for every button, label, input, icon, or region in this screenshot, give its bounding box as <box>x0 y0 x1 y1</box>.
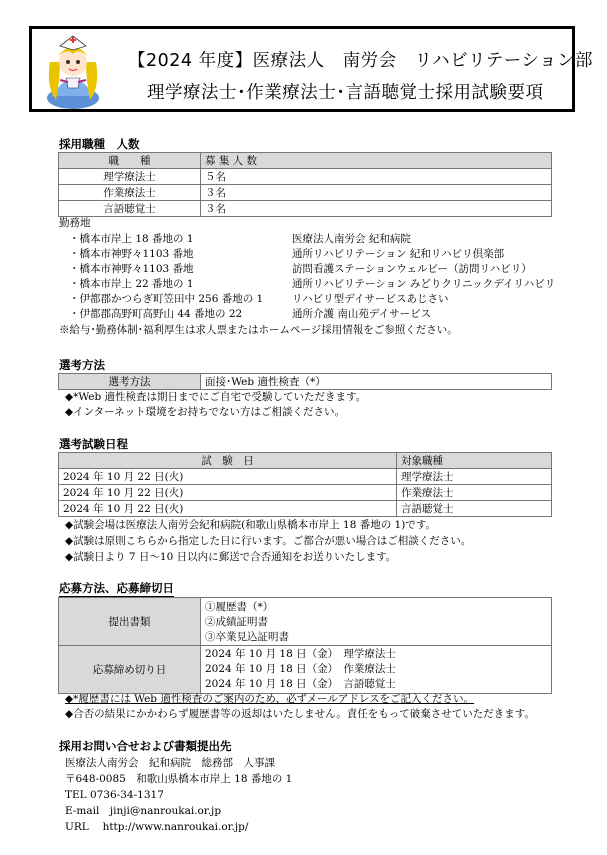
recruit-col-count: 募 集 人 数 <box>201 153 552 169</box>
workplace-facility: 通所リハビリテーション みどりクリニックデイリハビリ <box>292 278 556 290</box>
doc-item: ③卒業見込証明書 <box>205 630 289 643</box>
docs-label: 提出書類 <box>59 598 201 646</box>
docs-cell <box>201 598 552 646</box>
schedule-notes <box>65 517 471 565</box>
schedule-job: 理学療法士 <box>397 469 552 485</box>
workplace-facility: 訪問看護ステーションウェルビー（訪問リハビリ） <box>292 263 532 275</box>
title-line-2: 理学療法士･作業療法士･言語聴覚士採用試験要項 <box>147 83 544 103</box>
deadline-cell <box>201 646 552 694</box>
schedule-date: 2024 年 10 月 22 日(火) <box>59 485 397 501</box>
schedule-table <box>58 452 552 517</box>
selection-value: 面接･Web 適性検査（*） <box>201 374 552 390</box>
recruit-table <box>58 152 552 217</box>
apply-title: 応募方法、応募締切日 <box>59 581 174 595</box>
schedule-date: 2024 年 10 月 22 日(火) <box>59 501 397 517</box>
schedule-date: 2024 年 10 月 22 日(火) <box>59 469 397 485</box>
contact-org: 医療法人南労会 紀和病院 総務部 人事課 <box>65 757 275 769</box>
contact-email[interactable]: E-mail jinji@nanroukai.or.jp <box>65 805 222 817</box>
recruit-job: 理学療法士 <box>59 169 201 185</box>
selection-label: 選考方法 <box>59 374 201 390</box>
selection-note: ◆インターネット環境をお持ちでない方はご相談ください。 <box>65 406 346 418</box>
workplace-note: ※給与･勤務体制･福利厚生は求人票またはホームページ採用情報をご参照ください。 <box>59 324 458 336</box>
workplace-facility: 通所リハビリテーション 紀和リハビリ倶楽部 <box>292 248 505 260</box>
deadline-item: 2024 年 10 月 18 日（金） 作業療法士 <box>205 663 396 675</box>
contact-tel: TEL 0736-34-1317 <box>65 789 164 801</box>
schedule-col-job: 対象職種 <box>397 453 552 469</box>
contact-title: 採用お問い合せおよび書類提出先 <box>59 739 232 753</box>
deadline-label: 応募締め切り日 <box>59 646 201 694</box>
workplace-facility: 医療法人南労会 紀和病院 <box>292 233 411 245</box>
doc-item: ②成績証明書 <box>205 615 268 628</box>
apply-table <box>58 597 552 694</box>
recruit-count: ３名 <box>201 185 552 201</box>
workplace-facilities <box>292 232 555 322</box>
schedule-note: ◆試験は原則こちらから指定した日に行います。ご都合が悪い場合はご相談ください。 <box>65 535 472 547</box>
header-box <box>29 26 594 112</box>
recruit-job: 言語聴覚士 <box>59 201 201 217</box>
deadline-item: 2024 年 10 月 18 日（金） 理学療法士 <box>205 648 396 660</box>
apply-note: ◆合否の結果にかかわらず履歴書等の返却はいたしません。責任をもって破棄させていただきます。 <box>65 708 535 720</box>
recruit-col-job: 職 種 <box>59 153 201 169</box>
workplace-addresses <box>69 232 263 322</box>
schedule-title: 選考試験日程 <box>59 437 128 451</box>
schedule-note: ◆試験日より 7 日～10 日以内に郵送で合否通知をお送りいたします。 <box>65 551 397 563</box>
selection-table <box>58 373 552 390</box>
workplace-facility: 通所介護 南山苑デイサービス <box>292 308 432 320</box>
contact-url[interactable]: URL http://www.nanroukai.or.jp/ <box>65 821 249 833</box>
recruit-job: 作業療法士 <box>59 185 201 201</box>
contact-block <box>65 755 292 835</box>
recruit-count: ５名 <box>201 169 552 185</box>
doc-item: ①履歴書（*） <box>205 600 274 613</box>
selection-note: ◆*Web 適性検査は期日までにご自宅で受験していただきます。 <box>65 391 367 403</box>
schedule-job: 作業療法士 <box>397 485 552 501</box>
workplace-address: ・橋本市岸上 22 番地の 1 <box>69 278 194 290</box>
title-line-1: 【2024 年度】医療法人 南労会 リハビリテーション部 <box>128 51 594 71</box>
nurse-mascot-icon <box>38 32 108 110</box>
deadline-item: 2024 年 10 月 18 日（金） 言語聴覚士 <box>205 678 396 690</box>
schedule-note: ◆試験会場は医療法人南労会紀和病院(和歌山県橋本市岸上 18 番地の 1)です。 <box>65 519 436 531</box>
selection-notes <box>65 390 366 420</box>
workplace-address: ・伊都郡かつらぎ町笠田中 256 番地の 1 <box>69 293 264 305</box>
apply-note: ◆*履歴書には Web 適性検査のご案内のため、必ずメールアドレスをご記入ください。 <box>65 693 475 705</box>
recruit-title: 採用職種 人数 <box>59 137 140 151</box>
workplace-address: ・橋本市岸上 18 番地の 1 <box>69 233 194 245</box>
selection-title: 選考方法 <box>59 358 105 372</box>
workplace-address: ・伊都郡高野町高野山 44 番地の 22 <box>69 308 243 320</box>
schedule-col-date: 試 験 日 <box>59 453 397 469</box>
workplace-address: ・橋本市神野々1103 番地 <box>69 263 194 275</box>
schedule-job: 言語聴覚士 <box>397 501 552 517</box>
contact-address: 〒648-0085 和歌山県橋本市岸上 18 番地の 1 <box>65 773 293 785</box>
workplace-label: 勤務地 <box>59 217 91 229</box>
apply-notes <box>65 692 535 722</box>
recruit-count: ３名 <box>201 201 552 217</box>
workplace-address: ・橋本市神野々1103 番地 <box>69 248 194 260</box>
workplace-facility: リハビリ型デイサービスあじさい <box>292 293 449 305</box>
